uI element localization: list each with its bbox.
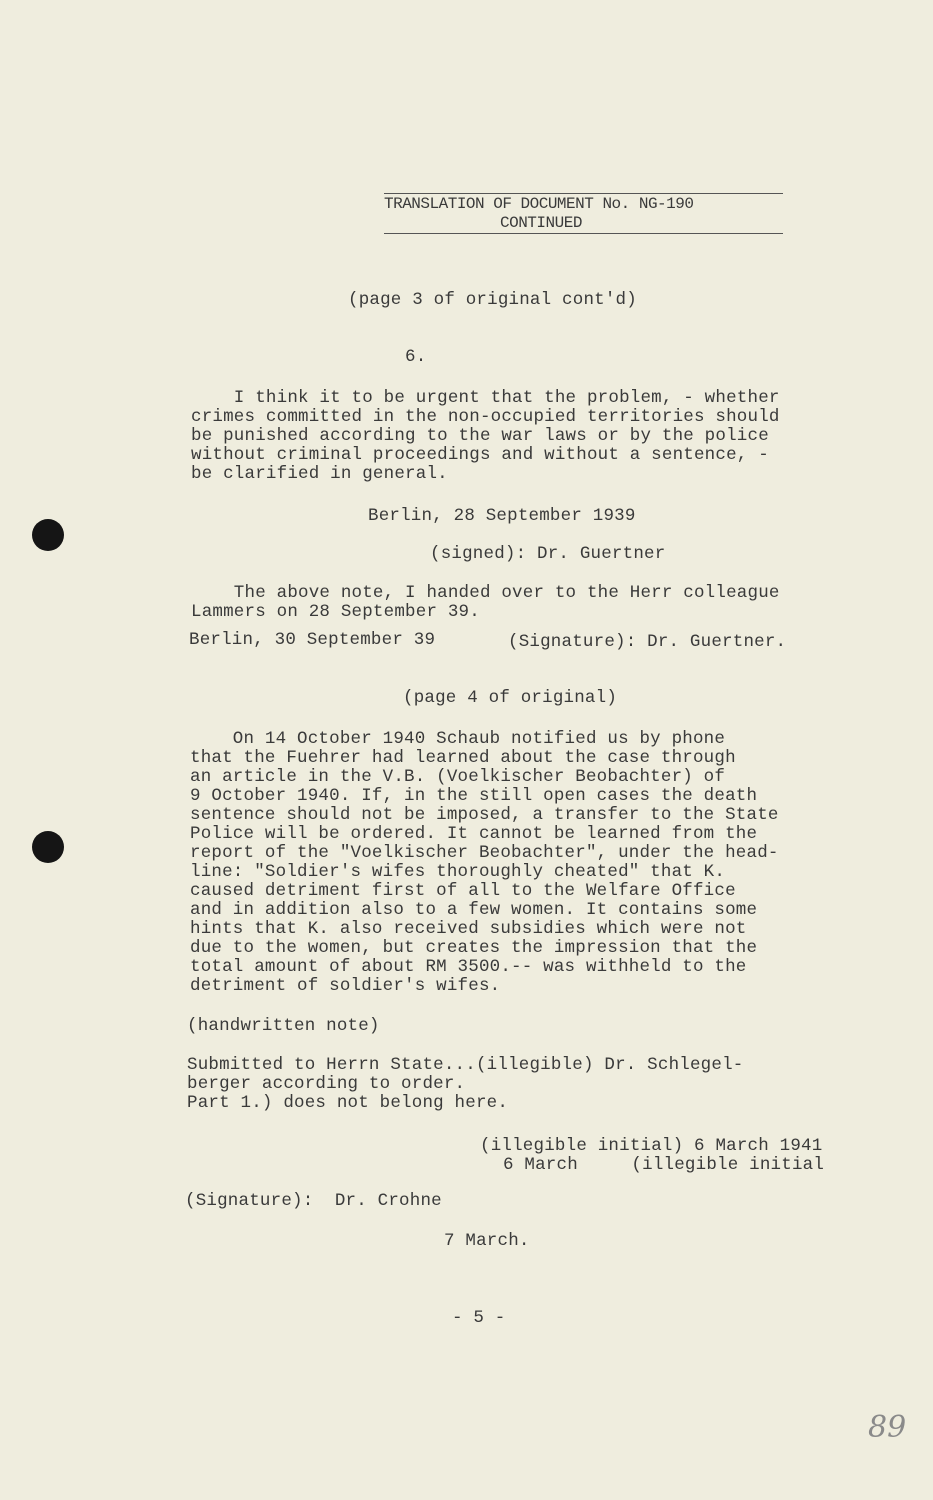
- initial-line-1: (illegible initial) 6 March 1941: [480, 1136, 823, 1156]
- header-title: TRANSLATION OF DOCUMENT No. NG-190: [384, 195, 694, 213]
- note-handed-line: The above note, I handed over to the Herr colleague: [191, 583, 780, 603]
- paragraph-2-line: and in addition also to a few women. It contains some: [190, 900, 758, 920]
- paragraph-2-line: sentence should not be imposed, a transfer to the State: [190, 805, 779, 825]
- page-number: - 5 -: [452, 1308, 506, 1328]
- paragraph-1-line: be clarified in general.: [191, 464, 448, 484]
- submitted-line: berger according to order.: [187, 1074, 466, 1094]
- paragraph-2-line: report of the "Voelkischer Beobachter", under the head-: [190, 843, 779, 863]
- paragraph-2-line: due to the women, but creates the impression that the: [190, 938, 758, 958]
- punch-hole-bottom: [32, 831, 64, 863]
- section-number: 6.: [405, 347, 427, 367]
- header-rule-top: [384, 193, 783, 194]
- paragraph-2-line: total amount of about RM 3500.-- was withheld to the: [190, 957, 747, 977]
- initial-line-2: 6 March (illegible initial: [503, 1155, 825, 1175]
- handwritten-label: (handwritten note): [187, 1016, 380, 1036]
- paragraph-2-line: line: "Soldier's wifes thoroughly cheated" that K.: [190, 862, 726, 882]
- page4-note: (page 4 of original): [403, 688, 618, 708]
- signed-1: (signed): Dr. Guertner: [430, 544, 666, 564]
- date-march-7: 7 March.: [444, 1231, 530, 1251]
- note-handed-line: Lammers on 28 September 39.: [191, 602, 480, 622]
- archive-number: 89: [868, 1410, 907, 1445]
- place-date-1: Berlin, 28 September 1939: [368, 506, 636, 526]
- paragraph-2-line: an article in the V.B. (Voelkischer Beobachter) of: [190, 767, 726, 787]
- page3-note: (page 3 of original cont'd): [348, 290, 637, 310]
- paragraph-1-line: crimes committed in the non-occupied territories should: [191, 407, 780, 427]
- paragraph-2-line: 9 October 1940. If, in the still open cases the death: [190, 786, 758, 806]
- paragraph-2-line: Police will be ordered. It cannot be learned from the: [190, 824, 758, 844]
- header-subtitle: CONTINUED: [500, 214, 582, 232]
- paragraph-1-line: without criminal proceedings and without a sentence, -: [191, 445, 769, 465]
- place-date-2: Berlin, 30 September 39: [189, 630, 436, 650]
- paragraph-2-line: On 14 October 1940 Schaub notified us by phone: [190, 729, 726, 749]
- signature-3: (Signature): Dr. Crohne: [185, 1191, 442, 1211]
- signature-2: (Signature): Dr. Guertner.: [508, 632, 787, 652]
- submitted-line: Part 1.) does not belong here.: [187, 1093, 509, 1113]
- paragraph-2-line: hints that K. also received subsidies which were not: [190, 919, 747, 939]
- paragraph-2-line: caused detriment first of all to the Welfare Office: [190, 881, 736, 901]
- paragraph-1-line: I think it to be urgent that the problem, - whether: [191, 388, 780, 408]
- paragraph-1-line: be punished according to the war laws or by the police: [191, 426, 769, 446]
- paragraph-2-line: that the Fuehrer had learned about the case through: [190, 748, 736, 768]
- header-rule-bottom: [384, 233, 783, 234]
- submitted-line: Submitted to Herrn State...(illegible) Dr. Schlegel-: [187, 1055, 744, 1075]
- punch-hole-top: [32, 519, 64, 551]
- paragraph-2-line: detriment of soldier's wifes.: [190, 976, 501, 996]
